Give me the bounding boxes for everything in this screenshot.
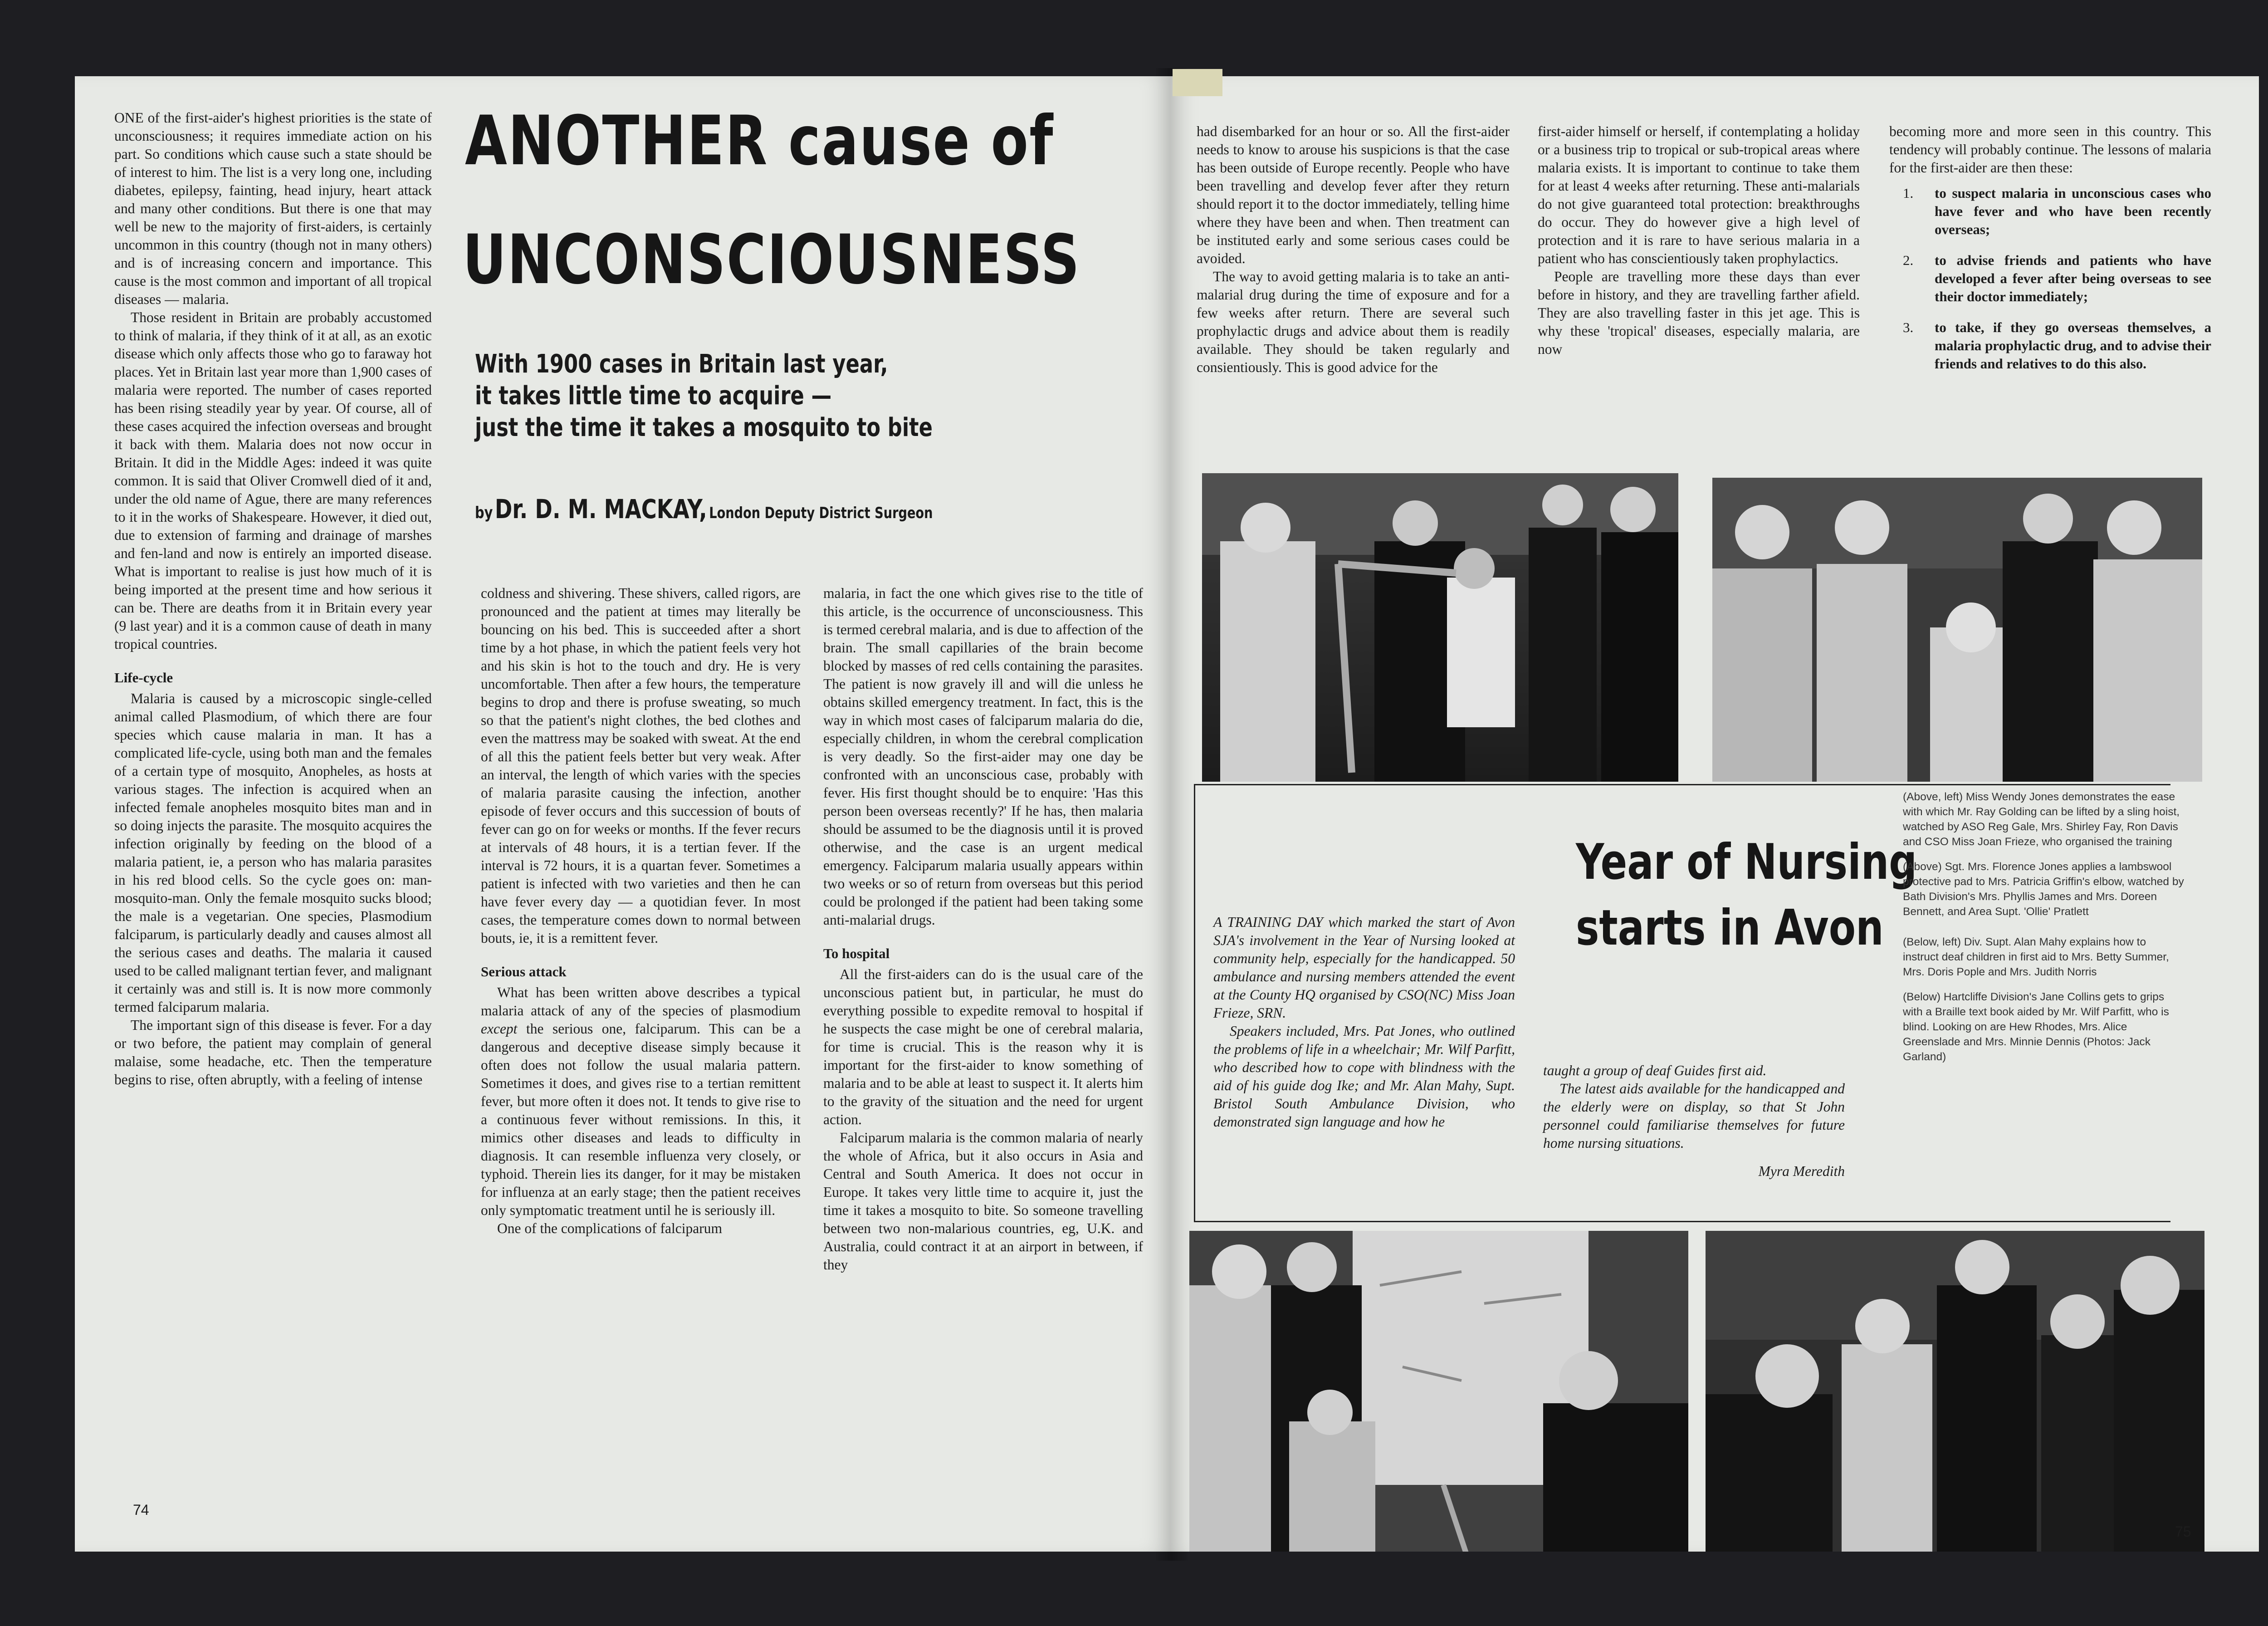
- list-text: to take, if they go overseas themselves, a malaria prophylactic drug, and to advise their friends and relatives to do this also.: [1935, 319, 2211, 372]
- paragraph: coldness and shivering. These shivers, called rigors, are pronounced and the patient at times may literally be bouncing on his bed. This is succeeded after a short time by a hot phase, in which the patient feels very hot and his skin is hot to the touch and dry. He is very uncomfortable. Then after a few hours, the temperature begins to drop and there is profuse sweating, so much so that the patient's night clothes, the bed clothes and even the mattress may be soaked with sweat. At the end of all this the patient feels better but very weak. After an interval, the length of which varies with the species of malaria parasite causing the infection, another episode of fever occurs and this succession of bouts of fever can go on for weeks or months. If the fever recurs at intervals of 48 hours, it is a tertian fever. If the interval is 72 hours, it is a quartan fever. Sometimes a patient is infected with two varieties and then he can have fever every day — a quotidian fever. In most cases, the temperature comes down to normal between bouts, ie, it is a remittent fever.: [481, 585, 801, 946]
- subhead-serious-attack: Serious attack: [481, 964, 567, 980]
- byline-author: Dr. D. M. MACKAY,: [494, 494, 707, 524]
- paragraph: One of the complications of falciparum: [497, 1220, 722, 1236]
- headline-rest: cause of: [768, 102, 1054, 181]
- paragraph: The important sign of this disease is fever. For a day or two before, the patient may complain of general malaise, some headache, etc. Then the temperature begins to rise, often abruptly, with a feeling of intense: [114, 1017, 432, 1087]
- byline-by: by: [475, 504, 493, 522]
- text-run: the serious one, falciparum. This can be a dangerous and deceptive disease simply because it often does not follow the usual malaria pattern. Sometimes it does, and gives rise to a tertian remittent fever, but more often it does not. It tends to give rise to a continuous fever without remissions. In this, it mimics other diseases and leads to difficulty in diagnosis. It can resemble influenza very closely, or typhoid. Therein lies its danger, for it may be mistaken for influenza at an early stage; then the patient receives only symptomatic treatment until he is seriously ill.: [481, 1021, 801, 1218]
- headline-line-2: UNCONSCIOUSNESS: [463, 220, 1081, 299]
- standfirst: [475, 348, 1047, 444]
- author-credit: Myra Meredith: [1758, 1163, 1845, 1179]
- subhead-to-hospital: To hospital: [823, 945, 890, 961]
- list-text: to advise friends and patients who have developed a fever after being overseas to see their doctor immediately;: [1935, 252, 2211, 304]
- standfirst-line: With 1900 cases in Britain last year,: [475, 349, 888, 379]
- lessons-list: [1889, 184, 2211, 373]
- photo-lambswool-pad: [1712, 478, 2202, 782]
- standfirst-line: just the time it takes a mosquito to bite: [475, 413, 933, 442]
- nursing-title-line-1: Year of Nursing: [1576, 834, 1917, 891]
- caption-below-left: (Below, left) Div. Supt. Alan Mahy explains how to instruct deaf children in first aid to Mrs. Betty Summer, Mrs. Doris Pople and Mrs. Judith Norris: [1903, 936, 2169, 978]
- paragraph: malaria, in fact the one which gives rise to the title of this article, is the occurrence of unconsciousness. This is termed cerebral malaria, and is due to affection of the brain. The small capillaries of the brain become blocked by masses of red cells containing the parasites. The patient is now gravely ill and will die unless he obtains skilled emergency treatment. In fact, this is the way in which most cases of falciparum malaria do die, especially children, in whom the cerebral complication is very deadly. So the first-aider may one day be confronted with an unconscious case, probably with fever. His first thought should be to enquire: 'Has this person been overseas recently?' If he has, then malaria should be assumed to be the diagnosis until it is proved otherwise, and the case is an urgent medical emergency. Falciparum malaria usually appears within two weeks or so of return from overseas but this period could be prolonged if the patient had been taking some anti-malarial drugs.: [823, 585, 1143, 928]
- paragraph: Those resident in Britain are probably accustomed to think of malaria, if they think of it at all, as an exotic disease which only affects those who go to faraway hot places. Yet in Britain last year more than 1,900 cases of malaria were reported. The number of cases reported has been rising steadily year by year. Of course, all of these cases acquired the infection overseas and brought it back with them. Malaria does not now occur in Britain. It did in the Middle Ages: indeed it was quite common. It is said that Oliver Cromwell died of it and, under the old name of Ague, there are many references to it in the works of Shakespeare. However, it died out, due to extension of farming and drainage of marshes and fen-land and now is entirely an imported disease. What is important to realise is just how much of it is being imported at the present time and how serious it can be. There are deaths from it in Britain every year (9 last year) and it is a common cause of death in many tropical countries.: [114, 309, 432, 652]
- caption-above-left: (Above, left) Miss Wendy Jones demonstrates the ease with which Mr. Ray Golding can be lifted by a sling hoist, watched by ASO Reg Gale, Mrs. Shirley Fay, Ron Davis and CSO Miss Joan Frieze, who organised the training: [1903, 791, 2180, 848]
- article-column-3: [823, 584, 1143, 1274]
- text-run: What has been written above describes a typical malaria attack of any of the species of plasmodium: [481, 984, 801, 1019]
- photo-captions: [1903, 789, 2184, 1074]
- photo-braille: [1706, 1231, 2204, 1552]
- article-column-4: [1197, 122, 1510, 377]
- paragraph: People are travelling more these days than ever before in history, and they are travelling farther afield. They are also travelling faster in this jet age. This is why these 'tropical' diseases, especially malaria, are now: [1538, 269, 1860, 357]
- photo-lambswool-pad-image: [1712, 478, 2202, 782]
- page-number: 75: [2175, 1523, 2191, 1540]
- list-number: 2.: [1903, 252, 1914, 268]
- byline: [475, 494, 933, 524]
- nursing-title: [1547, 829, 1917, 961]
- nursing-intro: [1213, 913, 1515, 1131]
- standfirst-line: it takes little time to acquire —: [475, 381, 832, 411]
- list-text: to suspect malaria in unconscious cases who have fever and who have been recently overseas;: [1935, 185, 2211, 237]
- page-number: 74: [133, 1502, 149, 1518]
- emphasis: except: [481, 1021, 518, 1037]
- list-number: 1.: [1903, 185, 1914, 201]
- nursing-title-line-2: starts in Avon: [1576, 900, 1884, 956]
- photo-braille-image: [1706, 1231, 2204, 1552]
- article-column-1: [114, 109, 432, 1089]
- caption-above: (Above) Sgt. Mrs. Florence Jones applies a lambswool protective pad to Mrs. Patricia Griffin's elbow, watched by Bath Division's Mrs. Phyllis James and Mrs. Doreen Bennett, and Area Supt. 'Ollie' Pratlett: [1903, 861, 2184, 918]
- byline-role: London Deputy District Surgeon: [709, 504, 933, 522]
- paragraph: Malaria is caused by a microscopic single-celled animal called Plasmodium, of which there are four species which cause malaria in man. It has a complicated life-cycle, using both man and the females of a certain type of mosquito, Anopheles, as hosts at various stages. The infection is acquired when an infected female anopheles mosquito bites man and in so doing injects the parasite. The mosquito acquires the infection originally by feeding on the blood of a malaria patient, ie, a person who has malaria parasites in his red blood cells. So the cycle goes on: man-mosquito-man. Only the female mosquito sucks blood; the male is a vegetarian. One species, Plasmodium falciparum, is particularly deadly and causes almost all the serious cases and deaths. The malaria it caused used to be called malignant tertian fever, and malignant it certainly was and still is. It is now more commonly termed falciparum malaria.: [114, 691, 432, 1015]
- photo-sling-hoist: [1202, 473, 1678, 782]
- paragraph: The way to avoid getting malaria is to take an anti-malarial drug during the time of exposure and for a few weeks after return. There are several such prophylactic drugs and advice about them is readily available. They should be taken regularly and consientiously. This is good advice for the: [1197, 269, 1510, 375]
- article-column-6: [1889, 122, 2211, 386]
- paragraph: All the first-aiders can do is the usual care of the unconscious patient but, in particular, he must do everything possible to expedite removal to hospital if he suspects the case might be one of cerebral malaria, for time is crucial. This is the reason why it is important for the first-aider to know something of malaria and to be able at least to suspect it. It alerts him to the gravity of the situation and the need for urgent action.: [823, 966, 1143, 1127]
- paragraph: had disembarked for an hour or so. All the first-aider needs to know to arouse his suspicions is that the case has been outside of Europe recently. People who have been travelling and develop fever after they return should report it to the doctor immediately, telling hime where they have been and when. Then treatment can be instituted early and some serious cases could be avoided.: [1197, 123, 1510, 266]
- headline-caps: ANOTHER: [465, 102, 768, 181]
- caption-below: (Below) Hartcliffe Division's Jane Collins gets to grips with a Braille text book aided by Mr. Wilf Parfitt, who is blind. Looking on are Hew Rhodes, Mrs. Alice Greenslade and Mrs. Minnie Dennis (Photos: Jack Garland): [1903, 991, 2169, 1063]
- photo-sign-language: [1189, 1231, 1688, 1552]
- article-column-5: [1538, 122, 1860, 358]
- right-page: [1170, 76, 2259, 1552]
- subhead-lifecycle: Life-cycle: [114, 670, 173, 686]
- paragraph: Speakers included, Mrs. Pat Jones, who outlined the problems of life in a wheelchair; Mr. Wilf Parfitt, who described how to cope with blindness with the aid of his guide dog Ike; and Mr. Alan Mahy, Supt. Bristol South Ambulance Division, who demonstrated sign language and how he: [1213, 1023, 1515, 1130]
- nursing-continued: [1543, 1062, 1845, 1180]
- list-item: [1889, 251, 2211, 306]
- headline-line-1: [465, 102, 1054, 181]
- paragraph: ONE of the first-aider's highest priorities is the state of unconsciousness; it requires immediate action on his part. So conditions which cause such a state should be of interest to him. The list is a very long one, including diabetes, epilepsy, fainting, head injury, heart attack and many other conditions. But there is one that may well be new to the majority of first-aiders, is certainly uncommon in this country (though not in many others) and is of increasing concern and importance. This cause is the most common and important of all tropical diseases — malaria.: [114, 110, 432, 307]
- paragraph: becoming more and more seen in this country. This tendency will probably continue. The lessons of malaria for the first-aider are then these:: [1889, 123, 2211, 176]
- photo-sign-language-image: [1189, 1231, 1688, 1552]
- page-tab: [1173, 69, 1222, 96]
- list-number: 3.: [1903, 319, 1914, 335]
- paragraph: taught a group of deaf Guides first aid.: [1543, 1063, 1767, 1078]
- list-item: [1889, 318, 2211, 373]
- paragraph: A TRAINING DAY which marked the start of Avon SJA's involvement in the Year of Nursing looked at community help, especially for the handicapped. 50 ambulance and nursing members attended the event at the County HQ organised by CSO(NC) Miss Joan Frieze, SRN.: [1213, 914, 1515, 1021]
- paragraph: first-aider himself or herself, if contemplating a holiday or a business trip to tropical or sub-tropical areas where malaria exists. It is important to continue to take them for at least 4 weeks after returning. These anti-malarials do not give guaranteed total protection: breakthroughs do occur. They do however give a high level of protection and it is rare to have serious malaria in a patient who has conscientiously taken prophylactics.: [1538, 123, 1860, 266]
- article-column-2: [481, 584, 801, 1238]
- paragraph: Falciparum malaria is the common malaria of nearly the whole of Africa, but it also occurs in Asia and Central and South America. It does not occur in Europe. It takes very little time to acquire it, just the time it takes a mosquito to bite. So someone travelling between two non-malarious countries, eg, U.K. and Australia, could contract it at an airport in between, if they: [823, 1130, 1143, 1273]
- photo-sling-hoist-image: [1202, 473, 1678, 782]
- paragraph: [481, 984, 801, 1220]
- paragraph: The latest aids available for the handicapped and the elderly were on display, so that St John personnel could familiarise themselves for future home nursing situations.: [1543, 1081, 1845, 1151]
- left-page: [75, 76, 1170, 1552]
- list-item: [1889, 184, 2211, 239]
